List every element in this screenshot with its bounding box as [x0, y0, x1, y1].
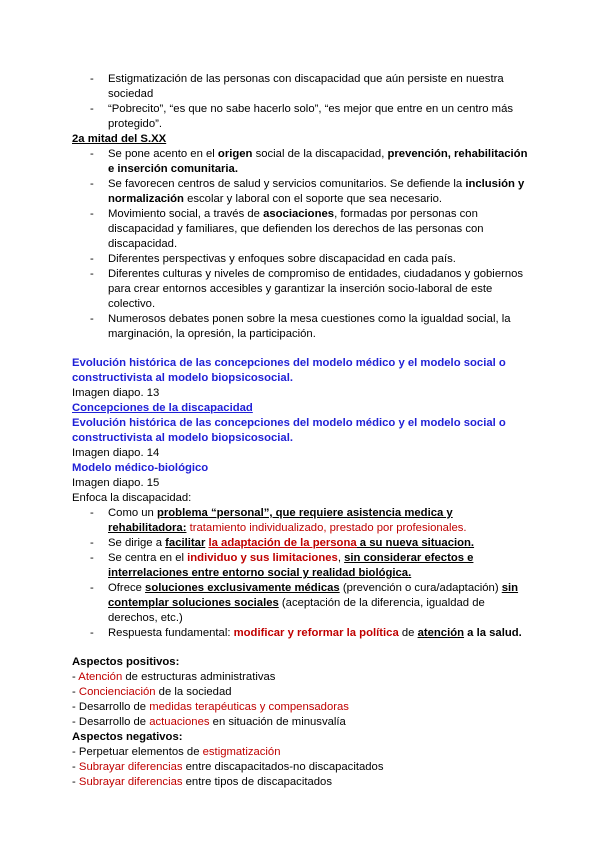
list-item: - Se centra en el individuo y sus limitaciones, sin considerar efectos e interrelaciones entre entorno social y realidad biológica.: [72, 551, 528, 581]
image-caption: Imagen diapo. 14: [72, 447, 160, 459]
list-item: - Numerosos debates ponen sobre la mesa cuestiones como la igualdad social, la marginación, la opresión, la participación.: [72, 312, 528, 342]
list-item: - Diferentes culturas y niveles de compromiso de entidades, ciudadanos y gobiernos para crear entornos accesibles y garantizar la inserción socio-laboral de este colectivo.: [72, 267, 528, 312]
image-caption: Imagen diapo. 13: [72, 387, 160, 399]
section-heading-2a: 2a mitad del S.XX: [72, 133, 167, 145]
negative-aspects-heading: Aspectos negativos:: [72, 731, 183, 743]
image-caption: Imagen diapo. 15: [72, 477, 160, 489]
positive-item: - Desarrollo de medidas terapéuticas y compensadoras: [72, 701, 349, 713]
positive-aspects-heading: Aspectos positivos:: [72, 656, 180, 668]
list-item: - Respuesta fundamental: modificar y reformar la política de atención a la salud.: [72, 626, 528, 641]
list-item: - Se pone acento en el origen social de la discapacidad, prevención, rehabilitación e inserción comunitaria.: [72, 147, 528, 177]
list-item: - Movimiento social, a través de asociaciones, formadas por personas con discapacidad y familiares, que defienden los derechos de las personas con discapacidad.: [72, 207, 528, 252]
modelo-heading: Modelo médico-biológico: [72, 462, 209, 474]
positive-item: - Atención de estructuras administrativas: [72, 671, 276, 683]
negative-item: - Subrayar diferencias entre tipos de discapacitados: [72, 776, 332, 788]
list-item: - Diferentes perspectivas y enfoques sobre discapacidad en cada país.: [72, 252, 528, 267]
list-item: - Se dirige a facilitar la adaptación de la persona a su nueva situacion.: [72, 536, 528, 551]
modelo-medico-list: [72, 506, 528, 641]
positive-item: - Concienciación de la sociedad: [72, 686, 232, 698]
concepciones-heading: Concepciones de la discapacidad: [72, 402, 253, 414]
document-page: [72, 72, 528, 790]
section-2a-list: [72, 147, 528, 342]
negative-item: - Perpetuar elementos de estigmatización: [72, 746, 281, 758]
list-item: - Ofrece soluciones exclusivamente médicas (prevención o cura/adaptación) sin contemplar soluciones sociales (aceptación de la diferencia, igualdad de derechos, etc.): [72, 581, 528, 626]
positive-item: - Desarrollo de actuaciones en situación de minusvalía: [72, 716, 346, 728]
list-item: - “Pobrecito”, “es que no sabe hacerlo solo”, “es mejor que entre en un centro más protegido”.: [72, 102, 528, 132]
negative-item: - Subrayar diferencias entre discapacitados-no discapacitados: [72, 761, 384, 773]
enfoca-text: Enfoca la discapacidad:: [72, 492, 192, 504]
top-list: [72, 72, 528, 132]
list-item: - Estigmatización de las personas con discapacidad que aún persiste en nuestra sociedad: [72, 72, 528, 102]
evolution-heading-2: Evolución histórica de las concepciones del modelo médico y el modelo social o constructivista al modelo biopsicosocial.: [72, 417, 506, 444]
list-item: - Se favorecen centros de salud y servicios comunitarios. Se defiende la inclusión y normalización escolar y laboral con el soporte que sea necesario.: [72, 177, 528, 207]
evolution-heading-1: Evolución histórica de las concepciones del modelo médico y el modelo social o constructivista al modelo biopsicosocial.: [72, 357, 506, 384]
list-item: - Como un problema “personal”, que requiere asistencia medica y rehabilitadora: tratamiento individualizado, prestado por profesionales.: [72, 506, 528, 536]
